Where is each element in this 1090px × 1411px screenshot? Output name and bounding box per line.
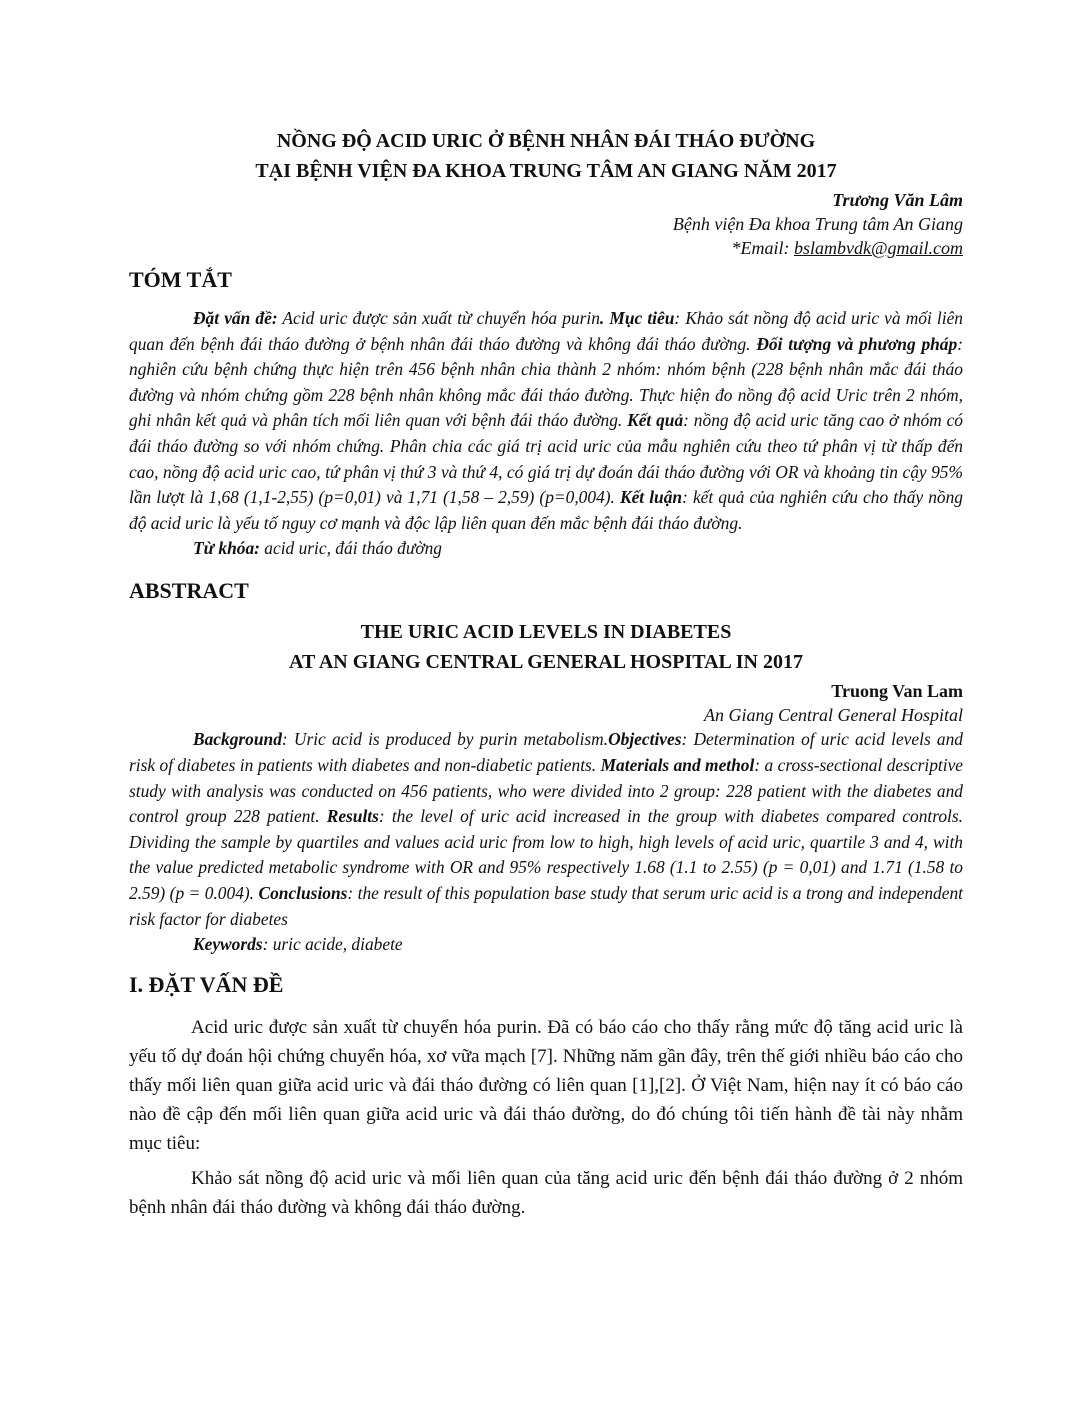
vn-abstract-conclusion-label: Kết luận bbox=[619, 487, 683, 508]
vn-abstract-objective-label: . Mục tiêu bbox=[599, 308, 675, 328]
vn-abstract bbox=[129, 306, 963, 536]
en-affiliation: An Giang Central General Hospital bbox=[704, 705, 963, 726]
vn-keywords-label: Từ khóa: bbox=[193, 538, 260, 559]
en-abstract-conclusions-text: : the result of this population base study that serum uric acid is a trong and independent risk factor for diabetes bbox=[129, 882, 963, 929]
vn-abstract-conclusion-text: : kết quả của nghiên cứu cho thấy nồng độ acid uric là yếu tố nguy cơ mạnh và độc lập liên quan đến mắc bệnh đái tháo đường. bbox=[129, 487, 964, 533]
email-label: *Email: bbox=[731, 238, 794, 258]
en-author: Truong Van Lam bbox=[831, 681, 963, 702]
vn-keywords bbox=[129, 536, 963, 561]
en-abstract-methods-label: Materials and methol bbox=[600, 754, 755, 775]
vn-abstract-methods-text: : nghiên cứu bệnh chứng thực hiện trên 456 bệnh nhân chia thành 2 nhóm: nhóm bệnh (228 bệnh nhân mắc đái tháo đường và nhóm chứng gồm 228 bệnh nhân không mắc đái tháo đường. Thực hiện đo nồng độ acid Uric trên 2 nhóm, ghi nhân kết quả và phân tích mối liên quan với bệnh đái tháo đường. bbox=[129, 333, 963, 431]
en-abstract-results-label: Results bbox=[326, 806, 379, 827]
section-1-paragraph-2: Khảo sát nồng độ acid uric và mối liên quan của tăng acid uric đến bệnh đái tháo đường ở 2 nhóm bệnh nhân đái tháo đường và không đái tháo đường. bbox=[129, 1168, 963, 1219]
paper-page bbox=[129, 126, 963, 1222]
en-abstract-conclusions-label: Conclusions bbox=[258, 882, 348, 903]
en-keywords bbox=[129, 932, 963, 957]
en-keywords-label: Keywords bbox=[193, 934, 263, 955]
en-abstract-results-text: : the level of uric acid increased in the group with diabetes compared controls. Dividing the sample by quartiles and values acid uric from low to high, high levels of acid uric, quartile 3 and 4, with the value predicted metabolic syndrome with OR and 95% respectively 1.68 (1.1 to 2.55) (p = 0,01) and 1.71 (1.58 to 2.59) (p = 0.004). bbox=[129, 806, 963, 903]
en-abstract-methods-text: : a cross-sectional descriptive study with analysis was conducted on 456 patients, who were divided into 2 group: 228 patient with the diabetes and control group 228 patient. bbox=[129, 754, 964, 827]
en-abstract bbox=[129, 727, 963, 932]
en-abstract-objectives-text: : Determination of uric acid levels and risk of diabetes in patients with diabetes and non-diabetic patients. bbox=[129, 729, 963, 775]
vn-abstract-background-label: Đặt vấn đề: bbox=[193, 308, 278, 328]
vn-email-line bbox=[129, 236, 963, 260]
en-abstract-objectives-label: Objectives bbox=[608, 729, 682, 750]
en-keywords-text: : uric acide, diabete bbox=[262, 934, 403, 955]
summary-heading: TÓM TẮT bbox=[129, 267, 232, 292]
en-title-line-2: AT AN GIANG CENTRAL GENERAL HOSPITAL IN 2017 bbox=[289, 651, 803, 674]
en-abstract-background-label: Background bbox=[193, 729, 282, 750]
vn-abstract-background-text: Acid uric được sản xuất từ chuyển hóa purin bbox=[277, 308, 600, 328]
vn-title-line-1: NỒNG ĐỘ ACID URIC Ở BỆNH NHÂN ĐÁI THÁO ĐƯỜNG bbox=[276, 130, 816, 152]
vn-author: Trương Văn Lâm bbox=[832, 190, 963, 210]
vn-abstract-objective-text: : Khảo sát nồng độ acid uric và mối liên quan đến bệnh đái tháo đường ở bệnh nhân đái tháo đường và không đái tháo đường. bbox=[129, 308, 963, 354]
vn-abstract-results-label: Kết quả bbox=[627, 410, 684, 431]
en-title-line-1: THE URIC ACID LEVELS IN DIABETES bbox=[360, 621, 732, 644]
vn-abstract-methods-label: Đối tượng và phương pháp bbox=[756, 333, 958, 354]
vn-title-line-2: TẠI BỆNH VIỆN ĐA KHOA TRUNG TÂM AN GIANG NĂM 2017 bbox=[255, 160, 837, 182]
abstract-heading: ABSTRACT bbox=[129, 578, 249, 604]
email-link[interactable]: bslambvdk@gmail.com bbox=[793, 238, 963, 258]
en-abstract-background-text: : Uric acid is produced by purin metabolism. bbox=[281, 729, 609, 750]
section-1-heading: I. ĐẶT VẤN ĐỀ bbox=[129, 972, 284, 998]
vn-affiliation: Bệnh viện Đa khoa Trung tâm An Giang bbox=[672, 214, 963, 234]
vn-keywords-text: acid uric, đái tháo đường bbox=[259, 538, 442, 559]
section-1-paragraph-1: Acid uric được sản xuất từ chuyển hóa purin. Đã có báo cáo cho thấy rằng mức độ tăng acid uric là yếu tố dự đoán hội chứng chuyển hóa, xơ vữa mạch [7]. Những năm gần đây, trên thế giới nhiều báo cáo cho thấy mối liên quan giữa acid uric và đái tháo đường có liên quan [1],[2]. Ở Việt Nam, hiện nay ít có báo cáo nào đề cập đến mối liên quan giữa acid uric và đái tháo đường, do đó chúng tôi tiến hành đề tài này nhằm mục tiêu: bbox=[129, 1017, 963, 1155]
vn-abstract-results-text: : nồng độ acid uric tăng cao ở nhóm có đái tháo đường so với nhóm chứng. Phân chia các giá trị acid uric của mẫu nghiên cứu theo tứ phân vị từ thấp đến cao, nồng độ acid uric cao, tứ phân vị thứ 3 và thứ 4, có giá trị dự đoán đái tháo đường với OR và khoảng tin cậy 95% lần lượt là 1,68 (1,1-2,55) (p=0,01) và 1,71 (1,58 – 2,59) (p=0,004). bbox=[129, 410, 963, 508]
